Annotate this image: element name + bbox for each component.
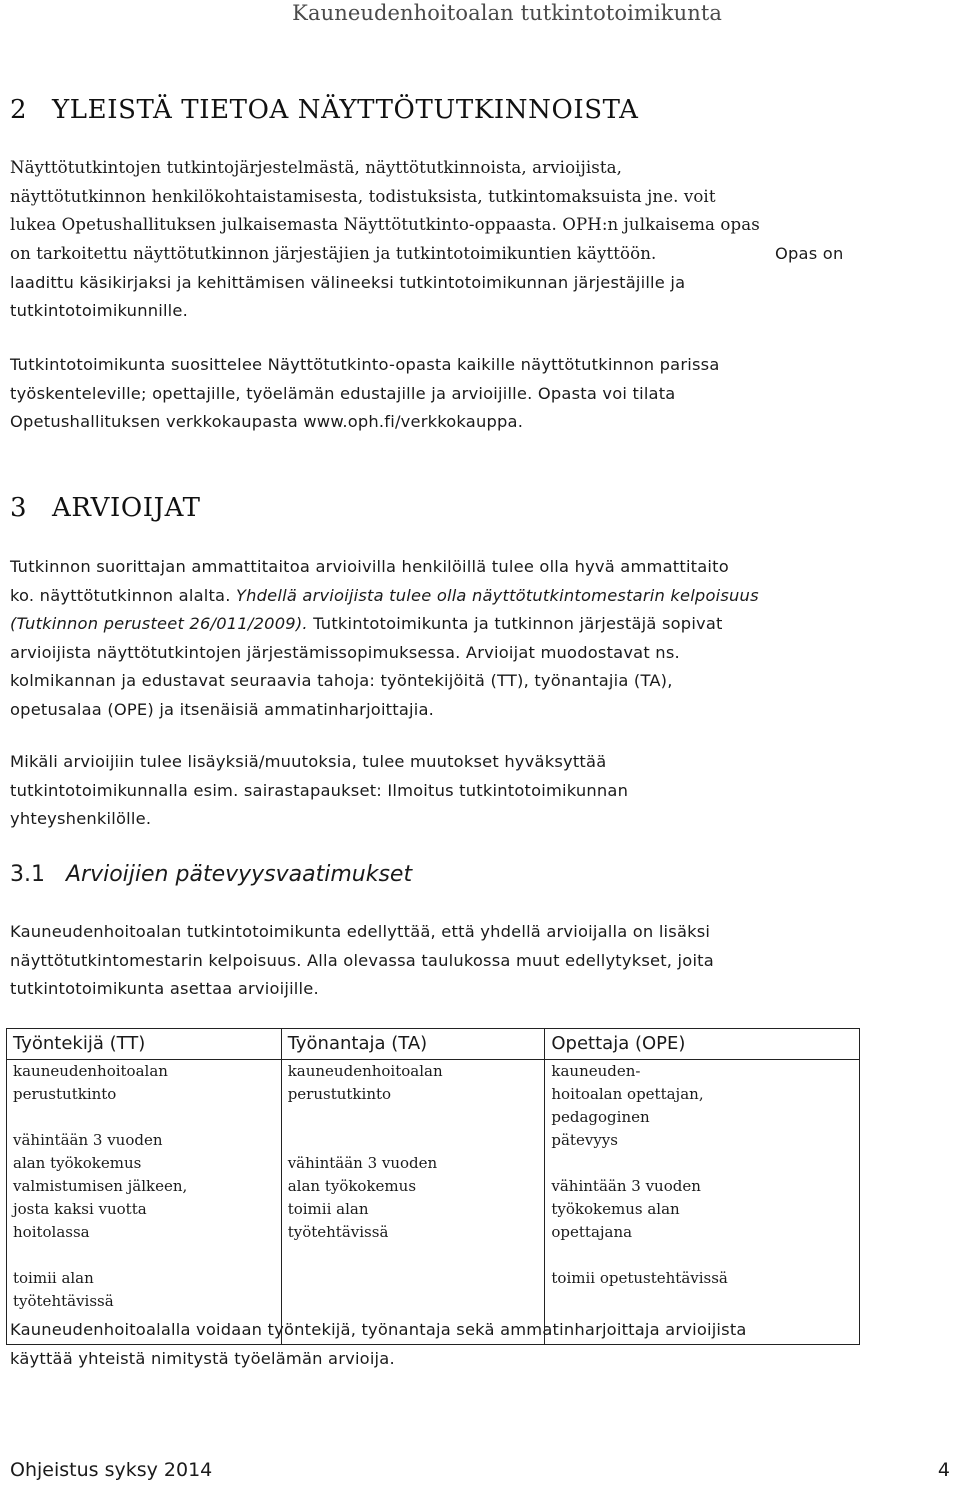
section-2-heading <box>10 93 639 127</box>
text-line: kolmikannan ja edustavat seuraavia tahoja: työntekijöitä (TT), työnantajia (TA), <box>10 671 673 690</box>
section-3-1-heading <box>10 858 412 892</box>
text-fragment: on tarkoitettu näyttötutkinnon järjestäjien ja tutkintotoimikuntien käyttöön. <box>10 243 657 263</box>
column-header-tt: Työntekijä (TT) <box>7 1029 282 1060</box>
cell-line: työtehtävissä <box>13 1292 114 1310</box>
cell-block <box>13 1129 275 1244</box>
section-2-paragraph-2 <box>10 351 940 437</box>
cell-line: työtehtävissä <box>287 1223 389 1241</box>
section-3-paragraph-1 <box>10 553 940 724</box>
text-line: Kauneudenhoitoalalla voidaan työntekijä, työnantaja sekä ammatinharjoittaja arvioijista <box>10 1320 747 1339</box>
text-line <box>10 610 940 639</box>
section-title: ARVIOIJAT <box>52 493 201 523</box>
text-line: Opas on <box>775 244 844 263</box>
text-line: Opetushallituksen verkkokaupasta www.oph.fi/verkkokauppa. <box>10 412 524 431</box>
section-2-paragraph-1-continued <box>10 240 940 326</box>
cell-block <box>288 1152 539 1244</box>
cell-line: pätevyys <box>551 1131 618 1149</box>
cell-line: kauneuden- <box>551 1062 641 1080</box>
cell-block <box>551 1060 853 1152</box>
table-cell-tt <box>7 1060 282 1345</box>
cell-line: josta kaksi vuotta <box>13 1200 147 1218</box>
page-number: 4 <box>937 1459 950 1481</box>
cell-block <box>551 1267 853 1290</box>
column-header-ope: Opettaja (OPE) <box>545 1029 860 1060</box>
italic-fragment: Yhdellä arvioijista tulee olla näyttötutkintomestarin kelpoisuus <box>235 585 759 605</box>
cell-line: hoitoalan opettajan, <box>551 1085 704 1103</box>
cell-line: toimii opetustehtävissä <box>551 1269 728 1287</box>
cell-line: alan työkokemus <box>287 1177 417 1195</box>
text-line: Tutkintotoimikunta suosittelee Näyttötutkinto-opasta kaikille näyttötutkinnon parissa <box>10 355 720 374</box>
text-line: yhteyshenkilölle. <box>10 809 152 828</box>
text-line: laadittu käsikirjaksi ja kehittämisen välineeksi tutkintotoimikunnan järjestäjille ja <box>10 272 686 292</box>
cell-block <box>288 1060 539 1106</box>
text-line <box>10 582 940 611</box>
criteria-table <box>6 1028 860 1345</box>
text-line: tutkintotoimikunta asettaa arvioijille. <box>10 979 319 998</box>
text-line: Näyttötutkintojen tutkintojärjestelmästä, näyttötutkinnoista, arvioijista, <box>10 158 622 177</box>
cell-line: opettajana <box>551 1223 633 1241</box>
text-line: näyttötutkinnon henkilökohtaistamisesta, todistuksista, tutkintomaksuista jne. voit <box>10 186 716 206</box>
text-line: lukea Opetushallituksen julkaisemasta Näyttötutkinto-oppaasta. OPH:n julkaisema opas <box>10 215 760 234</box>
text-line: työskenteleville; opettajille, työelämän edustajille ja arvioijille. Opasta voi tilata <box>10 383 676 403</box>
footer-text: Ohjeistus syksy 2014 <box>10 1459 213 1481</box>
cell-line: hoitolassa <box>13 1223 90 1241</box>
section-number: 2 <box>10 95 28 125</box>
text-line: näyttötutkintomestarin kelpoisuus. Alla olevassa taulukossa muut edellytykset, joita <box>10 950 714 970</box>
text-fragment: ko. näyttötutkinnon alalta. <box>10 585 236 605</box>
section-3-heading <box>10 491 201 525</box>
closing-paragraph <box>10 1316 940 1373</box>
table-header-row <box>7 1029 860 1060</box>
running-header: Kauneudenhoitoalan tutkintotoimikunta <box>292 1 722 25</box>
cell-line: toimii alan <box>287 1200 369 1218</box>
cell-block <box>13 1267 275 1313</box>
text-line: opetusalaa (OPE) ja itsenäisiä ammatinharjoittajia. <box>10 699 435 719</box>
cell-block <box>551 1175 853 1244</box>
cell-block <box>13 1060 275 1106</box>
section-number: 3 <box>10 493 28 523</box>
text-line: arvioijista näyttötutkintojen järjestämissopimuksessa. Arvioijat muodostavat ns. <box>10 642 680 662</box>
italic-fragment: (Tutkinnon perusteet 26/011/2009). <box>10 614 308 633</box>
text-line: Tutkinnon suorittajan ammattitaitoa arvioivilla henkilöillä tulee olla hyvä ammattitaito <box>10 557 729 576</box>
cell-line: työkokemus alan <box>551 1200 680 1218</box>
column-header-ta: Työnantaja (TA) <box>281 1029 545 1060</box>
cell-line: vähintään 3 vuoden <box>287 1154 438 1172</box>
section-3-1-paragraph <box>10 918 940 1004</box>
cell-line: perustutkinto <box>13 1085 117 1103</box>
cell-line: vähintään 3 vuoden <box>551 1177 701 1195</box>
text-line: tutkintotoimikunnille. <box>10 301 189 320</box>
table-row <box>7 1060 860 1345</box>
cell-line: kauneudenhoitoalan <box>13 1062 168 1080</box>
text-line: käyttää yhteistä nimitystä työelämän arvioija. <box>10 1348 395 1368</box>
text-fragment: Tutkintotoimikunta ja tutkinnon järjestäjä sopivat <box>307 614 723 633</box>
cell-line: toimii alan <box>13 1269 94 1287</box>
text-line: Kauneudenhoitoalan tutkintotoimikunta edellyttää, että yhdellä arvioijalla on lisäksi <box>10 922 711 941</box>
table-cell-ta <box>281 1060 545 1345</box>
section-title: Arvioijien pätevyysvaatimukset <box>66 862 413 887</box>
cell-line: valmistumisen jälkeen, <box>13 1177 188 1195</box>
section-3-paragraph-2 <box>10 748 940 834</box>
text-line: tutkintotoimikunnalla esim. sairastapaukset: Ilmoitus tutkintotoimikunnan <box>10 780 629 800</box>
cell-line: pedagoginen <box>551 1108 650 1126</box>
text-line: Mikäli arvioijiin tulee lisäyksiä/muutoksia, tulee muutokset hyväksyttää <box>10 752 607 771</box>
cell-line: vähintään 3 vuoden <box>13 1131 163 1149</box>
section-number: 3.1 <box>10 862 45 887</box>
table-cell-ope <box>545 1060 860 1345</box>
section-title: YLEISTÄ TIETOA NÄYTTÖTUTKINNOISTA <box>52 95 639 125</box>
cell-line: kauneudenhoitoalan <box>287 1062 443 1080</box>
cell-line: alan työkokemus <box>13 1154 142 1172</box>
cell-line: perustutkinto <box>287 1085 392 1103</box>
